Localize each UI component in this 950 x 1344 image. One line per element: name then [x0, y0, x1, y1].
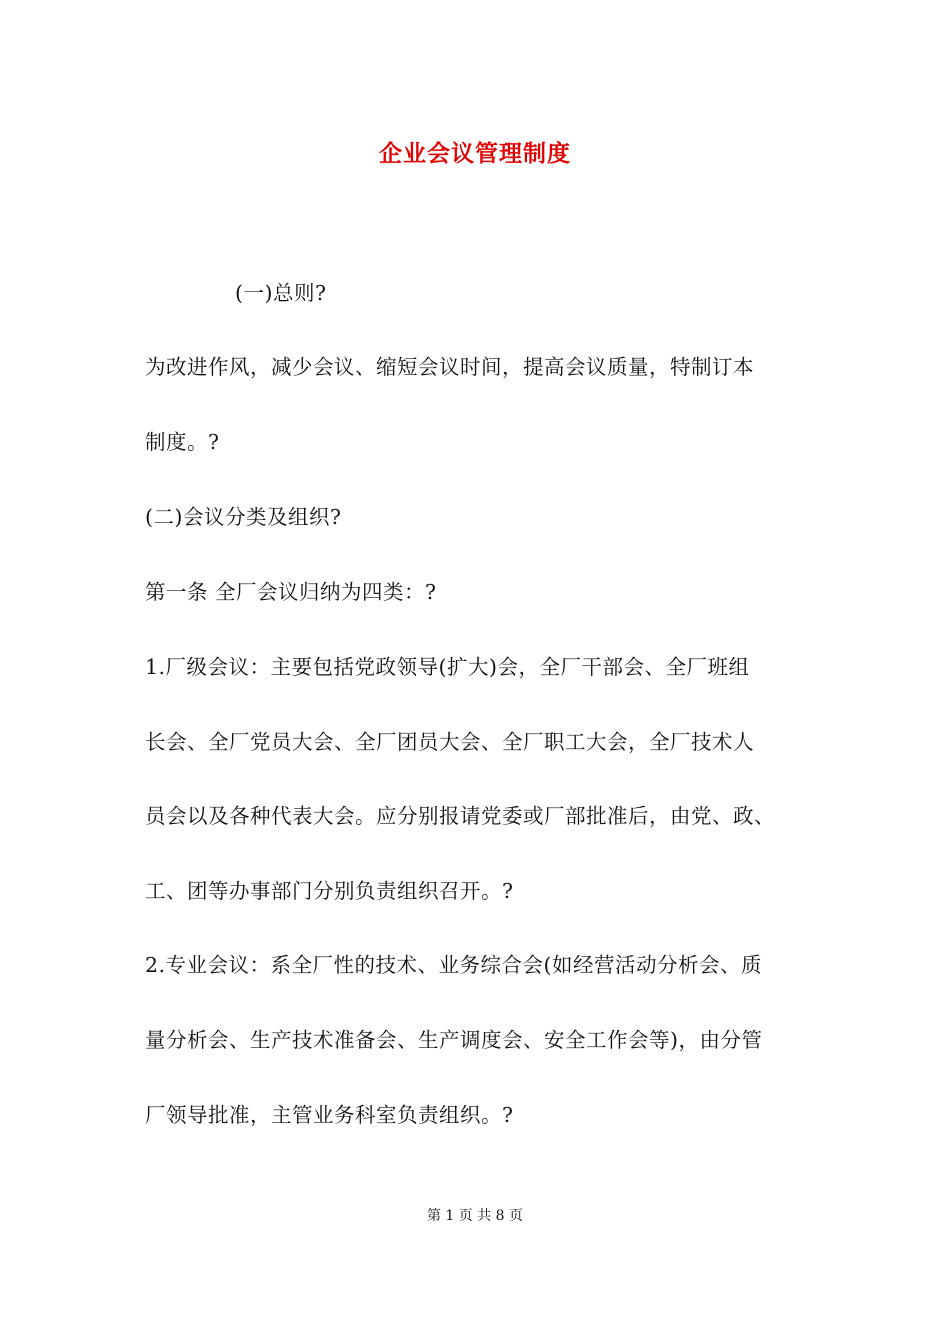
paragraph-line: 厂领导批准，主管业务科室负责组织。?	[145, 1103, 514, 1127]
paragraph-line: 制度。?	[145, 430, 220, 454]
document-title: 企业会议管理制度	[379, 140, 571, 167]
paragraph-line: 1.厂级会议：主要包括党政领导(扩大)会，全厂干部会、全厂班组	[145, 655, 750, 679]
article-heading: 第一条 全厂会议归纳为四类：?	[145, 580, 437, 604]
paragraph-line: 为改进作风，减少会议、缩短会议时间，提高会议质量，特制订本	[145, 355, 754, 379]
paragraph-line: 长会、全厂党员大会、全厂团员大会、全厂职工大会，全厂技术人	[145, 730, 754, 754]
paragraph-line: 量分析会、生产技术准备会、生产调度会、安全工作会等)，由分管	[145, 1028, 763, 1052]
paragraph-line: 员会以及各种代表大会。应分别报请党委或厂部批准后，由党、政、	[145, 804, 775, 828]
section-heading-general: (一)总则?	[235, 281, 327, 305]
page-number-footer: 第 1 页 共 8 页	[426, 1208, 524, 1224]
paragraph-line: 2.专业会议：系全厂性的技术、业务综合会(如经营活动分析会、质	[145, 953, 763, 977]
section-heading-classification: (二)会议分类及组织?	[145, 505, 342, 529]
paragraph-line: 工、团等办事部门分别负责组织召开。?	[145, 879, 514, 903]
